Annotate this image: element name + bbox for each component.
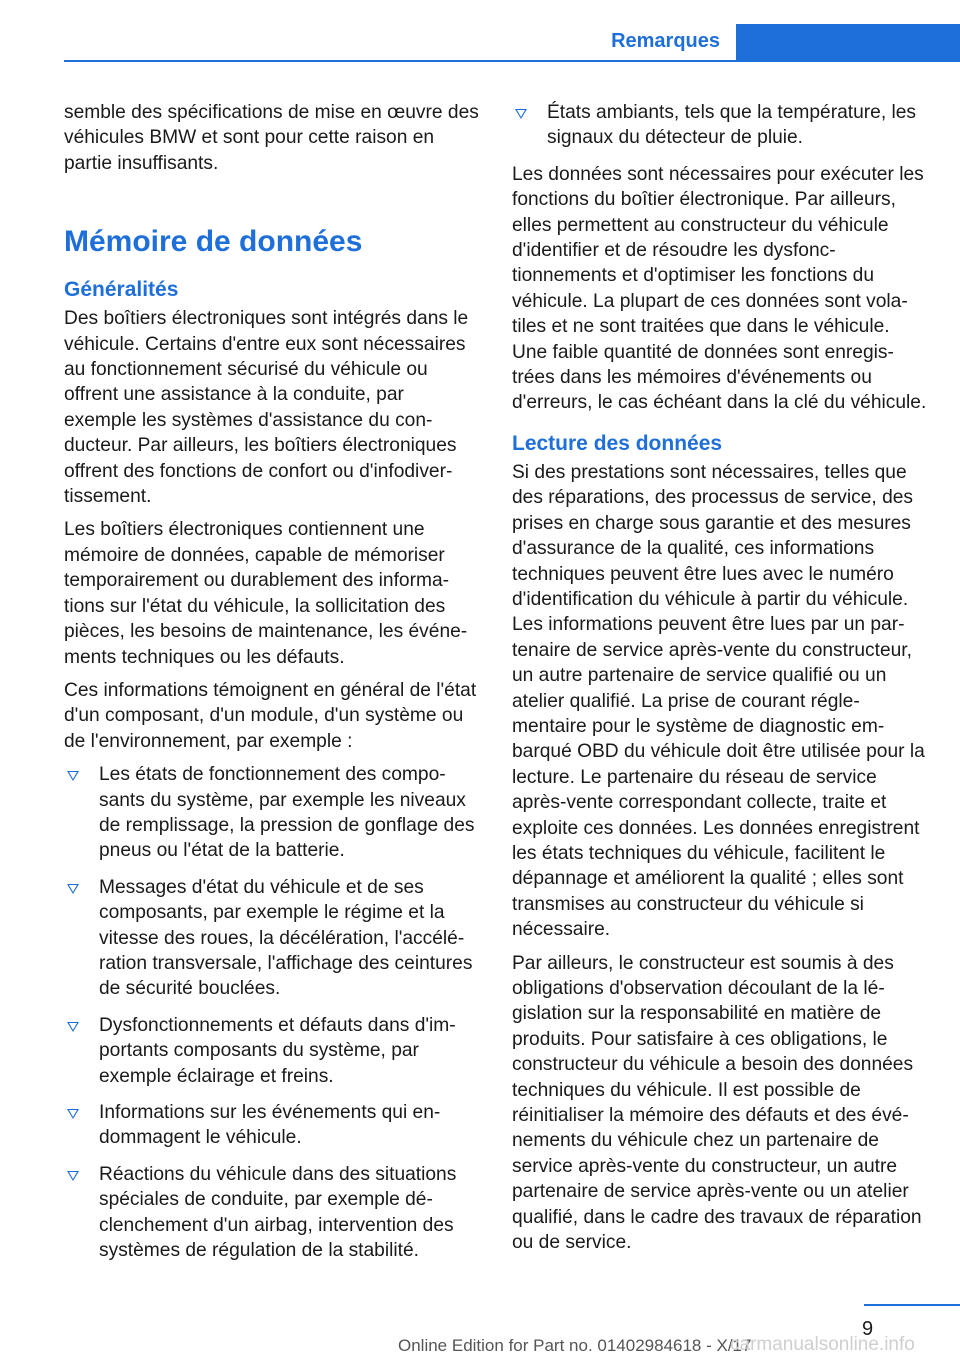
edition-note: Online Edition for Part no. 01402984618 - X/17 [398, 1336, 752, 1355]
paragraph: Les boîtiers électroniques contiennent une mémoire de données, capable de mémoriser temporairement ou durablement des informations sur l'état du véhicule, la sollicitation des pièces, les besoins de maintenance, les événements techniques ou les défauts. [64, 519, 468, 668]
page-number: 9 [862, 1318, 874, 1340]
list-item [64, 762, 479, 864]
watermark: carmanualsonline.info [730, 1334, 915, 1355]
list-item-text: Dysfonctionnements et défauts dans d'importants composants du système, par exemple éclairage et freins. [99, 1014, 456, 1087]
intro-paragraph: semble des spécifications de mise en œuvre des véhicules BMW et sont pour cette raison en partie insuffisants. [64, 102, 479, 174]
subheading-generalites: Généralités [64, 278, 179, 302]
right-column [512, 100, 927, 1263]
triangle-bullet-icon [67, 1109, 79, 1119]
paragraph: Par ailleurs, le constructeur est soumis à des obligations d'observation découlant de la législation sur la responsabilité en matière de produits. Pour satisfaire à ces obligations, le constructeur du véhicule a besoin des données techniques du véhicule. Il est possible de réinitialiser la mémoire des défauts et des événements du véhicule chez un partenaire de service après-vente du constructeur, un autre partenaire de service après-vente ou un atelier qualifié, dans le cadre des travaux de réparation ou de service. [512, 952, 922, 1254]
triangle-bullet-icon [67, 771, 79, 781]
bullet-list [64, 762, 479, 1263]
triangle-bullet-icon [67, 1171, 79, 1181]
list-item-text: États ambiants, tels que la température, les signaux du détecteur de pluie. [547, 102, 917, 149]
section-title: Remarques [611, 30, 720, 52]
list-item-text: Informations sur les événements qui endommagent le véhicule. [99, 1102, 441, 1149]
list-item-text: Les états de fonctionnement des composants du système, par exemple les niveaux de remplissage, la pression de gonflage des pneus ou l'état de la batterie. [99, 764, 475, 862]
header-rule [64, 60, 736, 62]
list-item [64, 1162, 479, 1264]
section-heading: Mémoire de données [64, 225, 363, 259]
list-item [64, 875, 479, 1002]
paragraph: Ces informations témoignent en général de l'état d'un composant, d'un module, d'un système ou de l'environnement, par exemple : [64, 679, 477, 752]
paragraph: Si des prestations sont nécessaires, telles que des réparations, des processus de service, des prises en charge sous garantie et des mesures d'assurance de la qualité, ces informations techniques peuvent être lues avec le numéro d'identification du véhicule à partir du véhicule. Les informations peuvent être lues par un partenaire de service après-vente du constructeur, un autre partenaire de service qualifié ou un atelier qualifié. La prise de courant réglementaire pour le système de diagnostic embarqué OBD du véhicule doit être utilisée pour la lecture. Le partenaire du réseau de service après-vente correspondant collecte, traite et exploite ces données. Les données enregistrent les états techniques du véhicule, facilitent le dépannage et améliorent la qualité ; elles sont transmises au constructeur du véhicule si nécessaire. [512, 461, 925, 941]
subheading-lecture: Lecture des données [512, 431, 723, 455]
footer-rule [864, 1304, 960, 1306]
bullet-list [512, 100, 927, 151]
list-item-text: Réactions du véhicule dans des situations spéciales de conduite, par exemple déclenchement d'un airbag, intervention des systèmes de régulation de la stabilité. [99, 1163, 457, 1262]
triangle-bullet-icon [67, 1022, 79, 1032]
list-item [512, 100, 927, 151]
left-column [64, 100, 479, 1274]
paragraph: Les données sont nécessaires pour exécuter les fonctions du boîtier électronique. Par ailleurs, elles permettent au constructeur du véhicule d'identifier et de résoudre les dysfonctionnements et d'optimiser les fonctions du véhicule. La plupart de ces données sont volatiles et ne sont traitées que dans le véhicule. Une faible quantité de données sont enregistrées dans les mémoires d'événements ou d'erreurs, le cas échéant dans la clé du véhicule. [512, 163, 927, 414]
list-item-text: Messages d'état du véhicule et de ses composants, par exemple le régime et la vitesse des roues, la décélération, l'accélération transversale, l'affichage des ceintures de sécurité bouclées. [99, 876, 473, 1000]
list-item [64, 1100, 479, 1151]
triangle-bullet-icon [515, 109, 527, 119]
paragraph: Des boîtiers électroniques sont intégrés dans le véhicule. Certains d'entre eux sont nécessaires au fonctionnement sécurisé du véhicule ou offrent une assistance à la conduite, par exemple les systèmes d'assistance du conducteur. Par ailleurs, les boîtiers électroniques offrent des fonctions de confort ou d'infodivertissement. [64, 308, 469, 508]
triangle-bullet-icon [67, 884, 79, 894]
list-item [64, 1013, 479, 1089]
header-accent-block [736, 24, 960, 62]
